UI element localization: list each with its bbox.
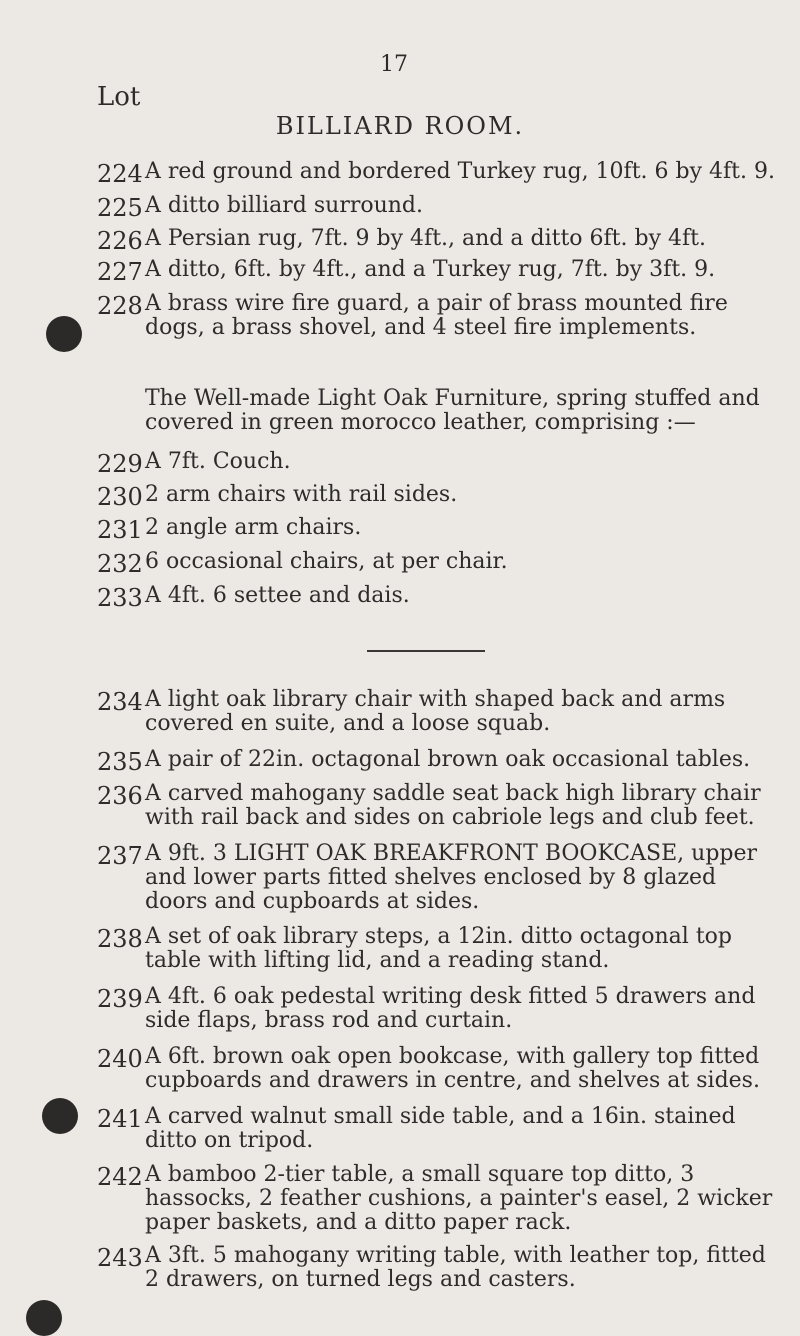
- lot-number: 237: [97, 842, 143, 870]
- lot-description: A 6ft. brown oak open bookcase, with gallery top fitted cupboards and drawers in centre, and shelves at sides.: [145, 1044, 760, 1093]
- lot-number: 243: [97, 1244, 143, 1272]
- lot-description: A 3ft. 5 mahogany writing table, with leather top, fitted 2 drawers, on turned legs and casters.: [145, 1243, 766, 1292]
- lot-number: 226: [97, 227, 143, 255]
- lot-description: A Persian rug, 7ft. 9 by 4ft., and a ditto 6ft. by 4ft.: [145, 226, 706, 251]
- lot-number: 238: [97, 925, 143, 953]
- lot-description: A pair of 22in. octagonal brown oak occasional tables.: [145, 747, 751, 772]
- lot-description: 2 arm chairs with rail sides.: [145, 482, 458, 507]
- lot-description: A red ground and bordered Turkey rug, 10ft. 6 by 4ft. 9.: [145, 159, 775, 184]
- lot-number: 231: [97, 516, 143, 544]
- section-title: BILLIARD ROOM.: [275, 112, 525, 140]
- lot-number: 236: [97, 782, 143, 810]
- lot-description: A 4ft. 6 settee and dais.: [145, 583, 410, 608]
- lot-description: 6 occasional chairs, at per chair.: [145, 549, 508, 574]
- lot-description: A light oak library chair with shaped back and arms covered en suite, and a loose squab.: [145, 687, 726, 736]
- lot-description: A carved mahogany saddle seat back high library chair with rail back and sides on cabriole legs and club feet.: [145, 781, 761, 830]
- lot-number: 225: [97, 194, 143, 222]
- binding-hole-icon: [46, 316, 82, 352]
- binding-hole-icon: [42, 1098, 78, 1134]
- lot-column-header: Lot: [97, 82, 141, 112]
- lot-number: 235: [97, 748, 143, 776]
- binding-hole-icon: [26, 1300, 62, 1336]
- lot-number: 234: [97, 688, 143, 716]
- lot-number: 224: [97, 160, 143, 188]
- lot-description: A ditto, 6ft. by 4ft., and a Turkey rug, 7ft. by 3ft. 9.: [145, 257, 716, 282]
- section-divider: [367, 650, 485, 652]
- lot-number: 241: [97, 1105, 143, 1133]
- lot-number: 232: [97, 550, 143, 578]
- lot-number: 229: [97, 450, 143, 478]
- lot-description: A carved walnut small side table, and a 16in. stained ditto on tripod.: [145, 1104, 736, 1153]
- lot-number: 240: [97, 1045, 143, 1073]
- lot-number: 233: [97, 584, 143, 612]
- lot-description: A 9ft. 3 LIGHT OAK BREAKFRONT BOOKCASE, upper and lower parts fitted shelves enclosed by 8 glazed doors and cupboards at sides.: [145, 841, 758, 914]
- lot-description: A bamboo 2-tier table, a small square top ditto, 3 hassocks, 2 feather cushions, a painter's easel, 2 wicker paper baskets, and a ditto paper rack.: [145, 1162, 773, 1235]
- page-number: 17: [380, 52, 408, 77]
- lot-number: 239: [97, 985, 143, 1013]
- section-intro: The Well-made Light Oak Furniture, spring stuffed and covered in green morocco leather, comprising :—: [145, 386, 760, 435]
- lot-description: A brass wire fire guard, a pair of brass mounted fire dogs, a brass shovel, and 4 steel fire implements.: [145, 291, 728, 340]
- lot-description: A 7ft. Couch.: [145, 449, 291, 474]
- lot-number: 227: [97, 258, 143, 286]
- lot-number: 230: [97, 483, 143, 511]
- lot-description: 2 angle arm chairs.: [145, 515, 362, 540]
- lot-description: A 4ft. 6 oak pedestal writing desk fitted 5 drawers and side flaps, brass rod and curtain.: [145, 984, 756, 1033]
- lot-description: A ditto billiard surround.: [145, 193, 424, 218]
- lot-number: 228: [97, 292, 143, 320]
- lot-number: 242: [97, 1163, 143, 1191]
- lot-description: A set of oak library steps, a 12in. ditto octagonal top table with lifting lid, and a reading stand.: [145, 924, 732, 973]
